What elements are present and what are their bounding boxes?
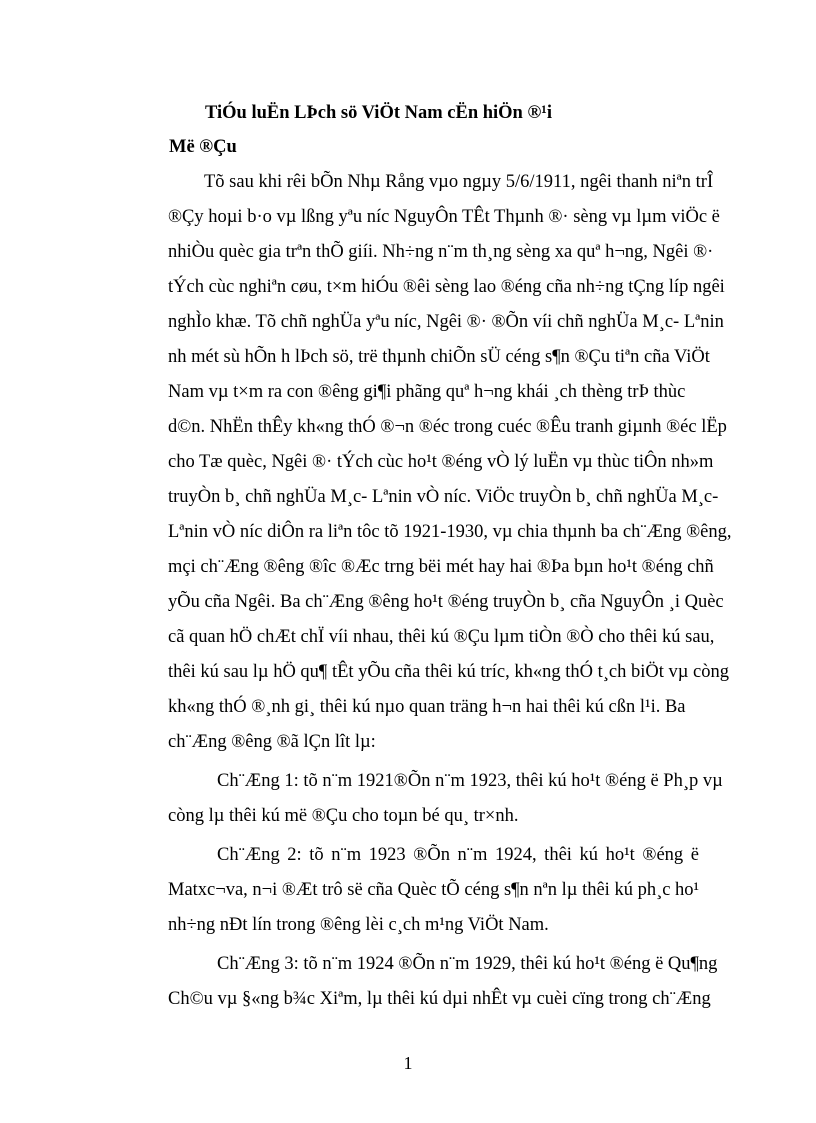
- paragraph-line-4: tÝch cùc nghiªn cøu, t×m hiÓu ®êi sèng lao ®éng cña nh÷ng tÇng líp ngêi: [168, 277, 725, 297]
- document-title: TiÓu luËn LÞch sö ViÖt Nam cËn hiÖn ®¹i: [205, 103, 552, 123]
- stage-3-line-1: Ch¨Æng 3: tõ n¨m 1924 ®Õn n¨m 1929, thêi kú ho¹t ®éng ë Qu¶ng: [217, 954, 718, 974]
- section-heading: Më ®Çu: [169, 137, 237, 157]
- paragraph-line-16: kh«ng thÓ ®¸nh gi¸ thêi kú nµo quan träng h¬n hai thêi kú cßn l¹i. Ba: [168, 697, 686, 717]
- stage-1-line-1: Ch¨Æng 1: tõ n¨m 1921®Õn n¨m 1923, thêi kú ho¹t ®éng ë Ph¸p vµ: [217, 771, 723, 791]
- paragraph-line-17: ch¨Æng ®êng ®ã lÇn lît lµ:: [168, 732, 376, 752]
- paragraph-line-10: truyÒn b¸ chñ nghÜa M¸c- Lªnin vÒ níc. ViÖc truyÒn b¸ chñ nghÜa M¸c-: [168, 487, 719, 507]
- paragraph-line-9: cho Tæ quèc, Ngêi ®· tÝch cùc ho¹t ®éng vÒ lý luËn vµ thùc tiÔn nh»m: [168, 452, 714, 472]
- paragraph-line-5: nghÌo khæ. Tõ chñ nghÜa yªu níc, Ngêi ®· ®Õn víi chñ nghÜa M¸c- Lªnin: [168, 312, 724, 332]
- paragraph-line-2: ®Çy hoµi b·o vµ lßng yªu níc NguyÔn TÊt Thµnh ®· sèng vµ lµm viÖc ë: [168, 207, 720, 227]
- stage-2-line-1: Ch¨Æng 2: tõ n¨m 1923 ®Õn n¨m 1924, thêi kú ho¹t ®éng ë: [217, 845, 699, 865]
- paragraph-line-11: Lªnin vÒ níc diÔn ra liªn tôc tõ 1921-1930, vµ chia thµnh ba ch¨Æng ®êng,: [168, 522, 732, 542]
- stage-2-line-2: Matxc¬va, n¬i ®Æt trô së cña Quèc tÕ céng s¶n nªn lµ thêi kú ph¸c ho¹: [168, 880, 700, 900]
- paragraph-line-14: cã quan hÖ chÆt chÏ víi nhau, thêi kú ®Çu lµm tiÒn ®Ò cho thêi kú sau,: [168, 627, 715, 647]
- paragraph-line-8: d©n. NhËn thÊy kh«ng thÓ ®¬n ®éc trong cuéc ®Êu tranh giµnh ®éc lËp: [168, 417, 727, 437]
- paragraph-line-12: mçi ch¨Æng ®êng ®îc ®Æc trng bëi mét hay hai ®Þa bµn ho¹t ®éng chñ: [168, 557, 714, 577]
- paragraph-line-7: Nam vµ t×m ra con ®êng gi¶i phãng quª h¬ng khái ¸ch thèng trÞ thùc: [168, 382, 686, 402]
- stage-2-line-3: nh÷ng nÐt lín trong ®êng lèi c¸ch m¹ng ViÖt Nam.: [168, 915, 549, 935]
- page-number: 1: [403, 1053, 413, 1073]
- paragraph-line-13: yÕu cña Ngêi. Ba ch¨Æng ®êng ho¹t ®éng truyÒn b¸ cña NguyÔn ¸i Quèc: [168, 592, 724, 612]
- paragraph-line-3: nhiÒu quèc gia trªn thÕ giíi. Nh÷ng n¨m th¸ng sèng xa quª h¬ng, Ngêi ®·: [168, 242, 714, 262]
- stage-3-line-2: Ch©u vµ §«ng b¾c Xiªm, lµ thêi kú dµi nhÊt vµ cuèi cïng trong ch¨Æng: [168, 989, 711, 1009]
- paragraph-line-1: Tõ sau khi rêi bÕn Nhµ Rång vµo ngµy 5/6/1911, ngêi thanh niªn trÎ: [204, 172, 714, 192]
- stage-1-line-2: còng lµ thêi kú më ®Çu cho toµn bé qu¸ tr×nh.: [168, 806, 519, 826]
- paragraph-line-6: nh mét sù hÕn h lÞch sö, trë thµnh chiÕn sÜ céng s¶n ®Çu tiªn cña ViÖt: [168, 347, 710, 367]
- paragraph-line-15: thêi kú sau lµ hÖ qu¶ tÊt yÕu cña thêi kú tríc, kh«ng thÓ t¸ch biÖt vµ còng: [168, 662, 729, 682]
